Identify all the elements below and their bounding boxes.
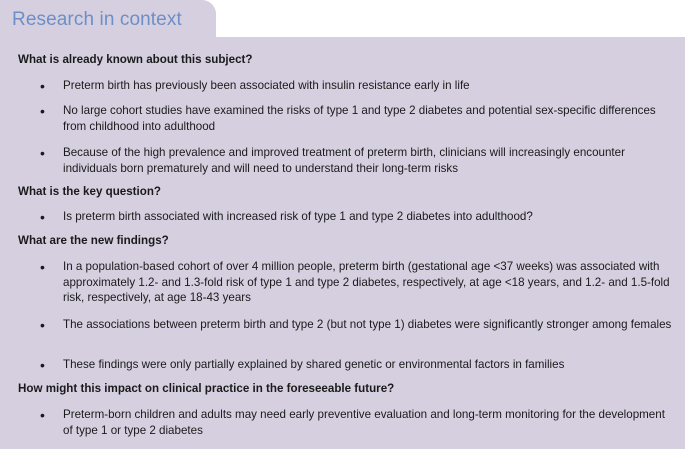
list-item: These findings were only partially explained by shared genetic or environmental factors in families [63,358,565,371]
list-item: The associations between preterm birth and type 2 (but not type 1) diabetes were significantly stronger among females [63,318,672,331]
title-tab [0,0,216,37]
bullet-icon: • [40,407,45,423]
section-heading-findings: What are the new findings? [18,234,169,247]
list-item: Is preterm birth associated with increased risk of type 1 and type 2 diabetes into adulthood? [63,210,533,223]
list-item: Preterm-born children and adults may need early preventive evaluation and long-term monitoring for the development of type 1 or type 2 diabetes [63,408,665,437]
bullet-icon: • [40,78,45,94]
bullet-icon: • [40,103,45,119]
bullet-icon: • [40,357,45,373]
bullet-icon: • [40,317,45,333]
list-item: Because of the high prevalence and improved treatment of preterm birth, clinicians will increasingly encounter individuals born prematurely and will need to understand their long-term risks [63,146,625,175]
bullet-icon: • [40,259,45,275]
section-heading-question: What is the key question? [18,185,162,198]
bullet-icon: • [40,145,45,161]
list-item: In a population-based cohort of over 4 million people, preterm birth (gestational age <37 weeks) was associated with approximately 1.2- and 1.3-fold risk of type 1 and type 2 diabetes, respectively, at age <18 years, and 1.2- and 1.5-fold risk, respectively, at age 18-43 years [63,260,670,304]
list-item: No large cohort studies have examined the risks of type 1 and type 2 diabetes and potential sex-specific differences from childhood into adulthood [63,104,656,133]
box-title: Research in context [12,9,182,30]
list-item: Preterm birth has previously been associated with insulin resistance early in life [63,79,470,92]
section-heading-known: What is already known about this subject? [18,53,253,66]
bullet-icon: • [40,209,45,225]
section-heading-impact: How might this impact on clinical practice in the foreseeable future? [18,382,395,395]
